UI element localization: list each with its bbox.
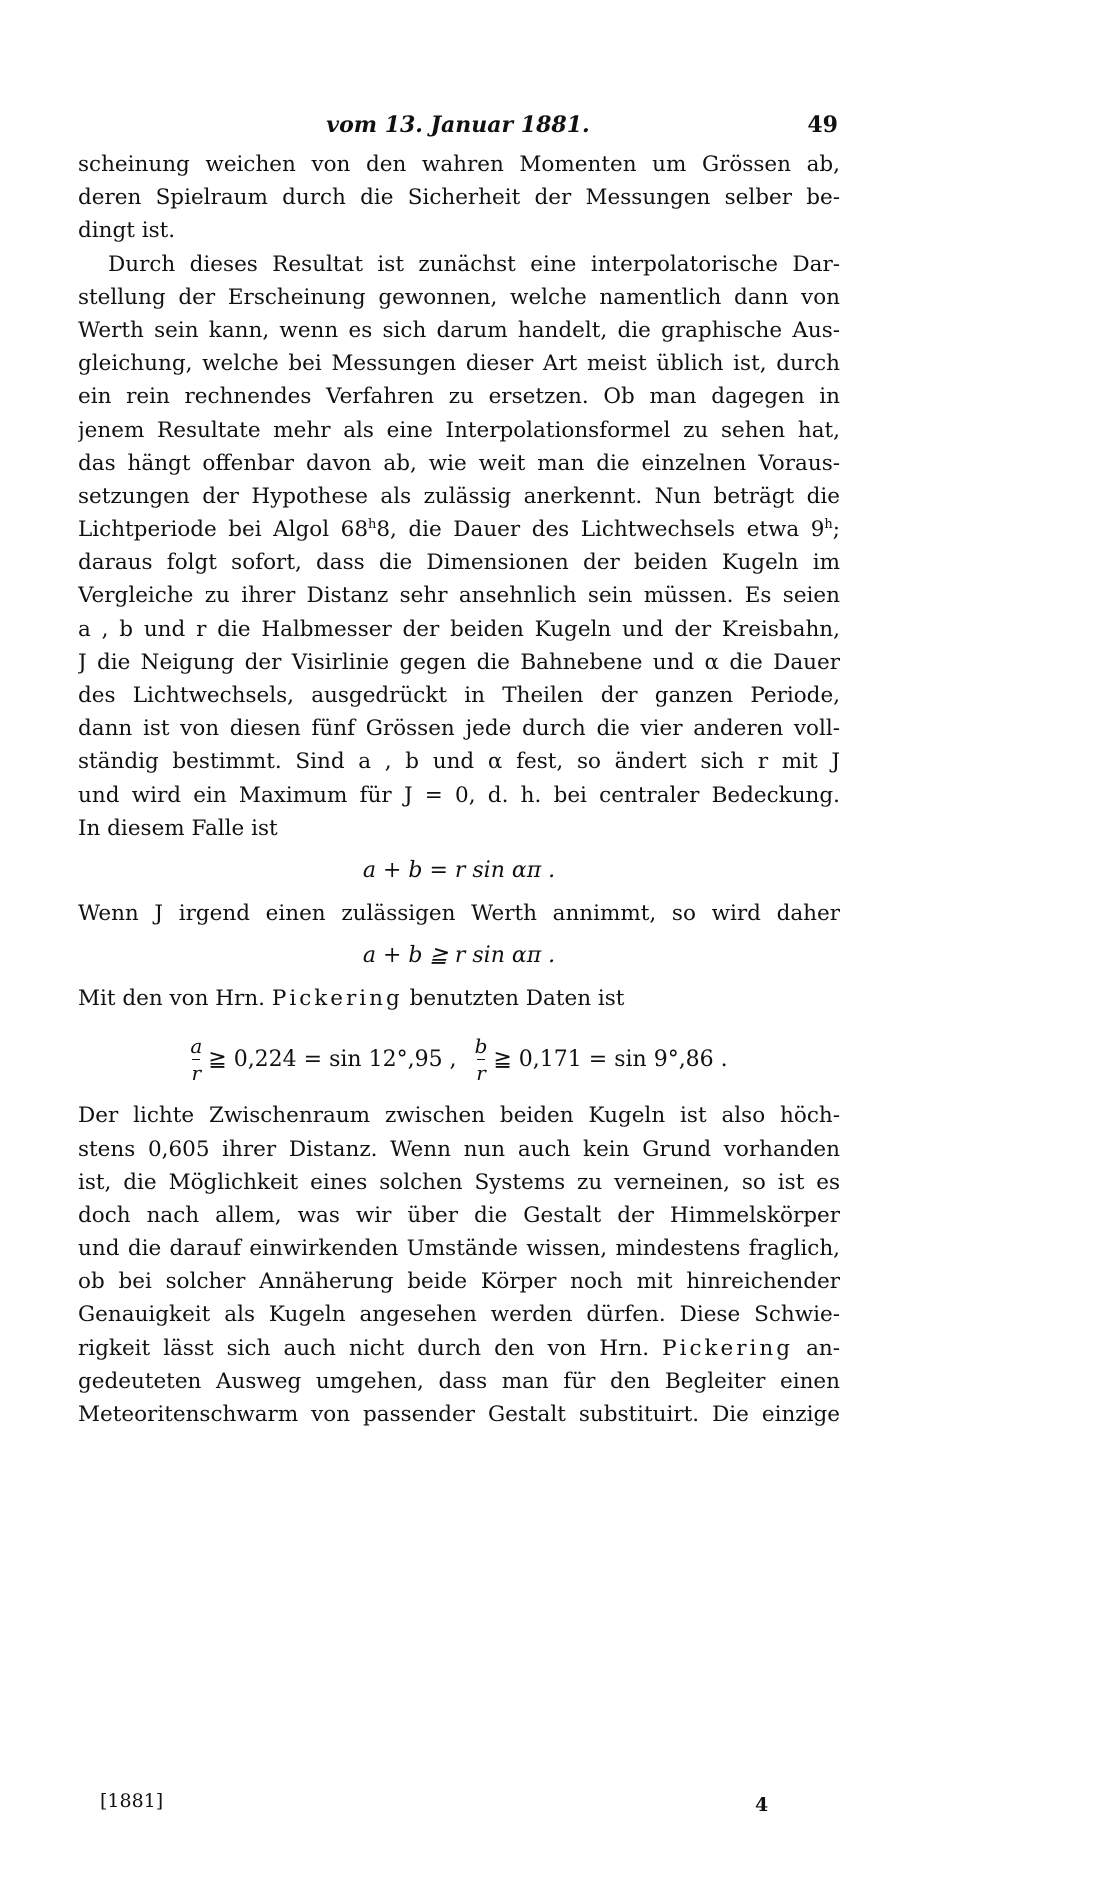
author-name: Pickering (662, 1335, 794, 1361)
text-line: das hängt offenbar davon ab, wie weit man die einzelnen Voraus- (78, 450, 840, 476)
text-line-algol (78, 513, 840, 546)
text-line: und wird ein Maximum für J = 0, d. h. bei centraler Bedeckung. (78, 782, 840, 808)
sheet-number: 4 (755, 1794, 769, 1816)
text-line: und die darauf einwirkenden Umstände wissen, mindestens fraglich, (78, 1236, 840, 1262)
text-line: J die Neigung der Visirlinie gegen die Bahnebene und α die Dauer (78, 649, 840, 675)
text-segment: rigkeit lässt sich auch nicht durch den von Hrn. (78, 1335, 663, 1361)
text-line: a , b und r die Halbmesser der beiden Kugeln und der Kreisbahn, (78, 616, 840, 642)
text-line: Der lichte Zwischenraum zwischen beiden Kugeln ist also höch- (78, 1103, 840, 1129)
text-line: Vergleiche zu ihrer Distanz sehr ansehnlich sein müssen. Es seien (78, 583, 840, 609)
text-line: Werth sein kann, wenn es sich darum handelt, die graphische Aus- (78, 317, 840, 343)
numerator: a (190, 1033, 203, 1058)
text-line: des Lichtwechsels, ausgedrückt in Theilen der ganzen Periode, (78, 683, 840, 708)
fraction-b-over-r (474, 1033, 488, 1085)
equation-1: a + b = r sin απ . (362, 857, 556, 883)
equation-3 (78, 1019, 840, 1099)
signature-mark: [1881] (100, 1790, 164, 1812)
text-line-pickering (78, 1332, 840, 1365)
denominator: r (191, 1060, 202, 1085)
text-line: gleichung, welche bei Messungen dieser Art meist üblich ist, durch (78, 351, 840, 377)
text-line: daraus folgt sofort, dass die Dimensionen der beiden Kugeln im (78, 550, 840, 576)
text-segment: 8, die Dauer des Lichtwechsels etwa 9 (376, 517, 825, 543)
running-header (78, 112, 838, 142)
denominator: r (476, 1060, 486, 1085)
text-line: setzungen der Hypothese als zulässig anerkennt. Nun beträgt die (78, 483, 840, 509)
text-line: doch nach allem, was wir über die Gestalt der Himmelskörper (78, 1202, 840, 1228)
text-line: stens 0,605 ihrer Distanz. Wenn nun auch kein Grund vorhanden (78, 1136, 840, 1162)
text-segment: Mit den von Hrn. (78, 986, 272, 1012)
fraction-bar (192, 1059, 200, 1060)
text-line: scheinung weichen von den wahren Momenten um Grössen ab, (78, 152, 840, 177)
text-line: stellung der Erscheinung gewonnen, welche namentlich dann von (78, 284, 840, 310)
equation-part: ≧ 0,224 = sin 12°,95 , (208, 1046, 457, 1072)
equation-2: a + b ≧ r sin απ . (362, 943, 556, 969)
text-line: ständig bestimmt. Sind a , b und α fest, so ändert sich r mit J (78, 749, 840, 775)
author-name: Pickering (271, 986, 403, 1012)
text-segment: benutzten Daten ist (402, 986, 625, 1012)
text-line-pickering (78, 982, 840, 1015)
body-text (78, 148, 840, 1431)
text-line: Genauigkeit als Kugeln angesehen werden dürfen. Diese Schwie- (78, 1302, 840, 1328)
text-line: ist, die Möglichkeit eines solchen Systems zu verneinen, so ist es (78, 1169, 840, 1195)
text-segment: Lichtperiode bei Algol 68 (78, 517, 368, 543)
text-line: ein rein rechnendes Verfahren zu ersetzen. Ob man dagegen in (78, 384, 840, 410)
text-line: dann ist von diesen fünf Grössen jede durch die vier anderen voll- (78, 716, 840, 742)
fraction-bar (477, 1059, 485, 1060)
text-line: Durch dieses Resultat ist zunächst eine interpolatorische Dar- (108, 251, 840, 277)
hour-superscript: h (824, 516, 833, 532)
text-line: Wenn J irgend einen zulässigen Werth annimmt, so wird daher (78, 900, 840, 926)
text-segment: ; (832, 517, 840, 543)
text-line: dingt ist. (78, 218, 176, 244)
text-segment: an- (793, 1335, 840, 1361)
text-line: Meteoritenschwarm von passender Gestalt substituirt. Die einzige (78, 1402, 840, 1427)
fraction-a-over-r (190, 1033, 203, 1085)
numerator: b (474, 1033, 488, 1058)
header-title: vom 13. Januar 1881. (326, 112, 590, 138)
text-line: In diesem Falle ist (78, 815, 278, 841)
equation-part: ≧ 0,171 = sin 9°,86 . (493, 1046, 728, 1072)
text-line: deren Spielraum durch die Sicherheit der Messungen selber be- (78, 185, 840, 211)
text-line: jenem Resultate mehr als eine Interpolationsformel zu sehen hat, (78, 417, 840, 443)
text-line: gedeuteten Ausweg umgehen, dass man für den Begleiter einen (78, 1368, 840, 1394)
hour-superscript: h (368, 516, 377, 532)
text-line: ob bei solcher Annäherung beide Körper noch mit hinreichender (78, 1269, 840, 1295)
page-number: 49 (807, 112, 838, 138)
page-footer (100, 1790, 860, 1820)
